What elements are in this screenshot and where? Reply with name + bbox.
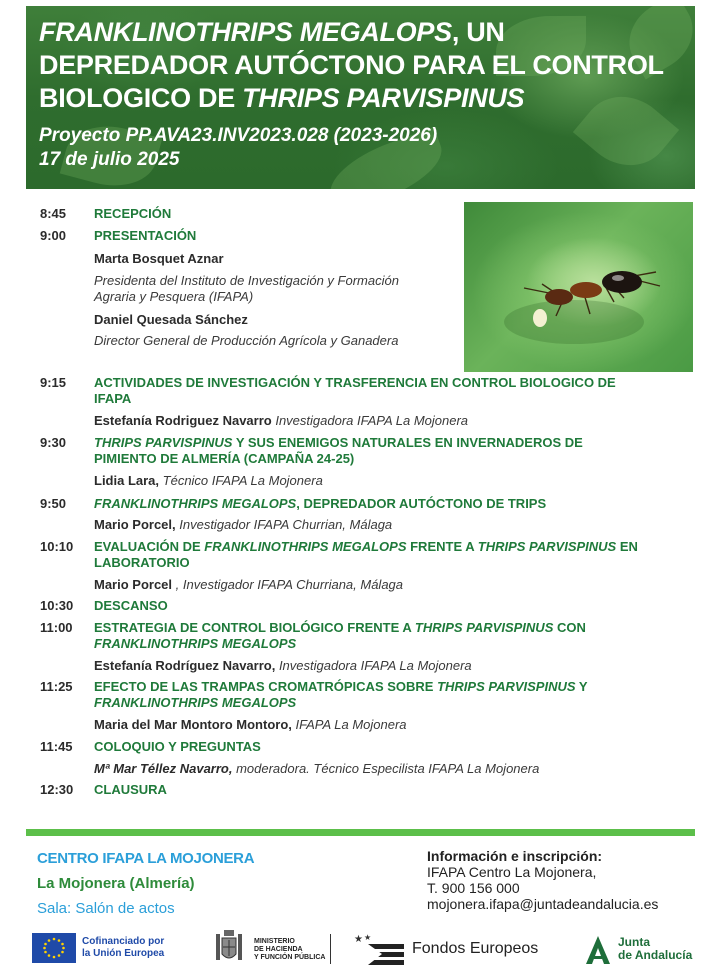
insect-photo	[464, 202, 693, 372]
european-funds-label: Fondos Europeos	[412, 940, 539, 957]
title-part: ESTRATEGIA DE CONTROL BIOLÓGICO FRENTE A	[94, 620, 415, 635]
species-name: FRANKLINOTHRIPS MEGALOPS	[94, 496, 297, 511]
svg-text:★: ★	[364, 933, 372, 942]
venue-name: CENTRO IFAPA LA MOJONERA	[37, 850, 255, 867]
entry-time: 11:45	[40, 739, 73, 754]
logo-separator	[330, 934, 331, 964]
ministry-label	[254, 938, 325, 962]
speaker-name: Mario Porcel	[94, 577, 173, 592]
entry-time: 11:25	[40, 679, 73, 694]
title-part: EVALUACIÓN DE	[94, 539, 205, 554]
species-name: FRANKLINOTHRIPS MEGALOPS	[94, 695, 297, 710]
speaker-role: , Investigador IFAPA Churriana, Málaga	[172, 577, 404, 592]
title-part: EN	[616, 539, 638, 554]
speaker-name: Mario Porcel,	[94, 517, 176, 532]
title-species-1: FRANKLINOTHRIPS MEGALOPS	[39, 17, 452, 47]
speaker-name: Marta Bosquet Aznar	[94, 251, 224, 266]
title-line: IFAPA	[94, 391, 132, 406]
species-name: FRANKLINOTHRIPS MEGALOPS	[94, 636, 297, 651]
eu-line: Cofinanciado por	[82, 936, 165, 947]
speaker-role: Investigadora IFAPA La Mojonera	[271, 413, 469, 428]
entry-title: DESCANSO	[94, 598, 168, 613]
entry-title	[94, 539, 638, 571]
title-part: Y SUS ENEMIGOS NATURALES EN INVERNADEROS DE	[232, 435, 583, 450]
title-part: , UN	[451, 17, 505, 47]
entry-time: 10:10	[40, 539, 74, 554]
title-line: LABORATORIO	[94, 555, 190, 570]
entry-time: 11:00	[40, 620, 73, 635]
venue-block	[37, 848, 254, 920]
title-line: ACTIVIDADES DE INVESTIGACIÓN Y TRASFERENCIA EN CONTROL BIOLOGICO DE	[94, 375, 616, 390]
role-line: Presidenta del Instituto de Investigación y Formación	[94, 273, 399, 288]
speaker-name: Estefanía Rodriguez Navarro	[94, 413, 272, 428]
contact-phone[interactable]: T. 900 156 000	[427, 880, 520, 896]
junta-andalucia-icon	[584, 934, 612, 966]
title-species-2: THRIPS PARVISPINUS	[242, 83, 525, 113]
junta-line: Junta	[618, 935, 651, 949]
role-line: Agraria y Pesquera (IFAPA)	[94, 289, 254, 304]
european-funds-icon	[354, 932, 406, 968]
speaker-name: Lidia Lara,	[94, 473, 160, 488]
event-date: 17 de julio 2025	[39, 149, 180, 170]
species-name: THRIPS PARVISPINUS	[94, 435, 233, 450]
title-part: FRENTE A	[406, 539, 478, 554]
venue-location: La Mojonera (Almería)	[37, 875, 195, 892]
footer-divider	[26, 829, 695, 836]
speaker-role: Investigadora IFAPA La Mojonera	[275, 658, 472, 673]
entry-title: PRESENTACIÓN	[94, 228, 197, 243]
speaker-role: Investigador IFAPA Churrian, Málaga	[175, 517, 393, 532]
title-part: Y	[575, 679, 588, 694]
junta-andalucia-label	[618, 936, 692, 962]
eu-flag-icon	[32, 933, 76, 963]
title-part: EFECTO DE LAS TRAMPAS CROMATRÓPICAS SOBRE	[94, 679, 438, 694]
title-line: PIMIENTO DE ALMERÍA (CAMPAÑA 24-25)	[94, 451, 355, 466]
ministry-line: Y FUNCIÓN PÚBLICA	[254, 954, 326, 961]
entry-time: 9:00	[40, 228, 67, 243]
speaker-role: moderadora. Técnico Especilista IFAPA La Mojonera	[232, 761, 540, 776]
spain-coat-of-arms-icon	[212, 928, 246, 966]
title-part: , DEPREDADOR AUTÓCTONO DE TRIPS	[296, 496, 547, 511]
species-name: THRIPS PARVISPINUS	[437, 679, 576, 694]
eu-line: la Unión Europea	[82, 948, 165, 959]
entry-time: 9:30	[40, 435, 67, 450]
entry-title	[94, 496, 546, 512]
ministry-line: MINISTERIO	[254, 938, 295, 945]
entry-title: CLAUSURA	[94, 782, 167, 797]
entry-time: 9:50	[40, 496, 67, 511]
sponsor-logos	[0, 922, 718, 972]
venue-room: Sala: Salón de actos	[37, 900, 175, 917]
species-name: FRANKLINOTHRIPS MEGALOPS	[204, 539, 407, 554]
speaker-name: Mª Mar Téllez Navarro,	[94, 761, 233, 776]
entry-time: 12:30	[40, 782, 74, 797]
entry-time: 8:45	[40, 206, 67, 221]
speaker-role: IFAPA La Mojonera	[291, 717, 407, 732]
species-name: THRIPS PARVISPINUS	[477, 539, 617, 554]
speaker-name: Estefanía Rodríguez Navarro,	[94, 658, 276, 673]
entry-title	[94, 679, 588, 711]
title-line-2: DEPREDADOR AUTÓCTONO PARA EL CONTROL	[39, 50, 664, 80]
speaker-role: Director General de Producción Agrícola y Ganadera	[94, 333, 399, 348]
event-title	[39, 16, 689, 115]
header-subtitle	[39, 124, 437, 172]
entry-title	[94, 435, 583, 467]
speaker-role	[94, 273, 464, 305]
project-code: Proyecto PP.AVA23.INV2023.028 (2023-2026)	[39, 125, 438, 146]
speaker-name: Maria del Mar Montoro Montoro,	[94, 717, 292, 732]
ant-illustration	[464, 202, 693, 372]
svg-text:★: ★	[354, 934, 363, 945]
entry-time: 9:15	[40, 375, 67, 390]
junta-line: de Andalucía	[618, 948, 693, 962]
entry-title	[94, 375, 616, 407]
contact-title: Información e inscripción:	[427, 848, 603, 864]
eu-cofunding-label	[82, 936, 164, 960]
entry-title: COLOQUIO Y PREGUNTAS	[94, 739, 261, 754]
title-part: BIOLOGICO DE	[39, 83, 243, 113]
contact-block	[427, 848, 658, 912]
entry-title: RECEPCIÓN	[94, 206, 172, 221]
entry-time: 10:30	[40, 598, 74, 613]
speaker-name: Daniel Quesada Sánchez	[94, 312, 248, 327]
species-name: THRIPS PARVISPINUS	[414, 620, 554, 635]
ministry-line: DE HACIENDA	[254, 946, 303, 953]
title-part: CON	[553, 620, 586, 635]
entry-title	[94, 620, 586, 652]
contact-email[interactable]: mojonera.ifapa@juntadeandalucia.es	[427, 896, 659, 912]
speaker-role: Técnico IFAPA La Mojonera	[159, 473, 323, 488]
contact-line: IFAPA Centro La Mojonera,	[427, 864, 597, 880]
header-banner	[26, 6, 695, 189]
